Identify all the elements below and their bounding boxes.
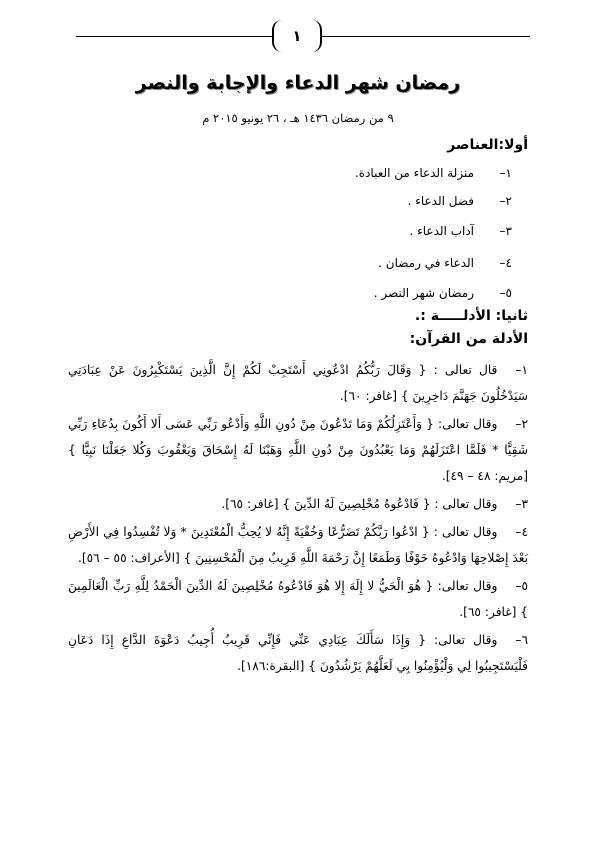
document-title: رمضان شهر الدعاء والإجابة والنصر: [135, 72, 461, 94]
element-item: [410, 222, 513, 240]
verse-number: ٢–: [515, 417, 528, 431]
verse-text: وقال تعالى: { هُوَ الْحَيُّ لا إِلَهَ إِلا هُوَ فَادْعُوهُ مُخْلِصِينَ لَهُ الدِّينَ الْحَمْدُ لِلَّهِ رَبِّ الْعَالَمِينَ } [غافر: ٦٥].: [68, 579, 528, 619]
section-evidence-heading: ثانيا: الأدلـــــة :.: [414, 308, 528, 324]
element-number: ٥–: [499, 286, 512, 300]
verse-text: قال تعالى : { وَقَالَ رَبُّكُمُ ادْعُونِي أَسْتَجِبْ لَكُمْ إِنَّ الَّذِينَ يَسْتَكْبِرُونَ عَنْ عِبَادَتِي سَيَدْخُلُونَ جَهَنَّمَ دَاخِرِينَ } [غافر: ٦٠].: [68, 363, 528, 403]
verse-number: ١–: [515, 363, 528, 377]
verse-text: وقال تعالى: { وَأَعْتَزِلُكُمْ وَمَا تَدْعُونَ مِنْ دُونِ اللَّهِ وَأَدْعُو رَبِّي عَسَى أَلا أَكُونَ بِدُعَاءِ رَبِّي شَقِيًّا * فَلَمَّا اعْتَزَلَهُمْ وَمَا يَعْبُدُونَ مِنْ دُونِ اللَّهِ وَهَبْنَا لَهُ إِسْحَاقَ وَيَعْقُوبَ وَكُلا جَعَلْنَا نَبِيًّا } [مريم: ٤٨ – ٤٩].: [68, 417, 528, 483]
element-item: [355, 164, 512, 182]
element-text: رمضان شهر النصر .: [373, 286, 474, 300]
verse-item: [68, 411, 528, 489]
section-elements-heading: أولا:العناصر: [447, 137, 528, 153]
verse-item: [68, 519, 528, 571]
verse-item: [68, 627, 528, 679]
element-item: [408, 192, 512, 210]
verse-number: ٦–: [515, 633, 528, 647]
quran-evidence-subheading: الأدلة من القرآن:: [409, 331, 528, 347]
verse-list: [68, 357, 528, 679]
element-text: منزلة الدعاء من العبادة.: [354, 166, 474, 180]
element-number: ٤–: [499, 256, 512, 270]
verse-item: [68, 357, 528, 409]
element-text: آداب الدعاء .: [409, 224, 474, 238]
element-item: [374, 284, 512, 302]
element-number: ١–: [499, 166, 512, 180]
element-number: ٢–: [499, 194, 512, 208]
verse-item: [68, 491, 528, 517]
verse-text: وقال تعالى : { ادْعُوا رَبَّكُمْ تَضَرُّعًا وَخُفْيَةً إِنَّهُ لا يُحِبُّ الْمُعْتَدِينَ * وَلا تُفْسِدُوا فِي الأَرْضِ بَعْدَ إِصْلاحِهَا وَادْعُوهُ خَوْفًا وَطَمَعًا إِنَّ رَحْمَةَ اللَّهِ قَرِيبٌ مِنَ الْمُحْسِنِينَ } [الأعراف: ٥٥ – ٥٦].: [68, 525, 528, 565]
verse-number: ٥–: [515, 579, 528, 593]
element-text: الدعاء في رمضان .: [378, 256, 474, 270]
element-number: ٣–: [499, 224, 512, 238]
header-rule-right: [320, 36, 530, 37]
page-number: ١: [272, 20, 322, 52]
verse-text: وقال تعالى : { فَادْعُوهُ مُخْلِصِينَ لَهُ الدِّينَ } [غافر: ٦٥].: [221, 497, 498, 511]
header-rule-left: [76, 36, 272, 37]
verse-text: وقال تعالى: { وَإِذَا سَأَلَكَ عِبَادِي عَنِّي فَإِنِّي قَرِيبٌ أُجِيبُ دَعْوَةَ الدَّاعِ إِذَا دَعَانِ فَلْيَسْتَجِيبُوا لِي وَلْيُؤْمِنُوا بِي لَعَلَّهُمْ يَرْشُدُونَ } [البقرة:١٨٦].: [68, 633, 528, 673]
verse-number: ٣–: [515, 497, 528, 511]
element-text: فضل الدعاء .: [407, 194, 474, 208]
element-item: [378, 254, 512, 272]
verse-item: [68, 573, 528, 625]
verse-number: ٤–: [515, 525, 528, 539]
document-date: ٩ من رمضان ١٤٣٦ هـ ، ٢٦ يونيو ٢٠١٥ م: [202, 111, 394, 125]
